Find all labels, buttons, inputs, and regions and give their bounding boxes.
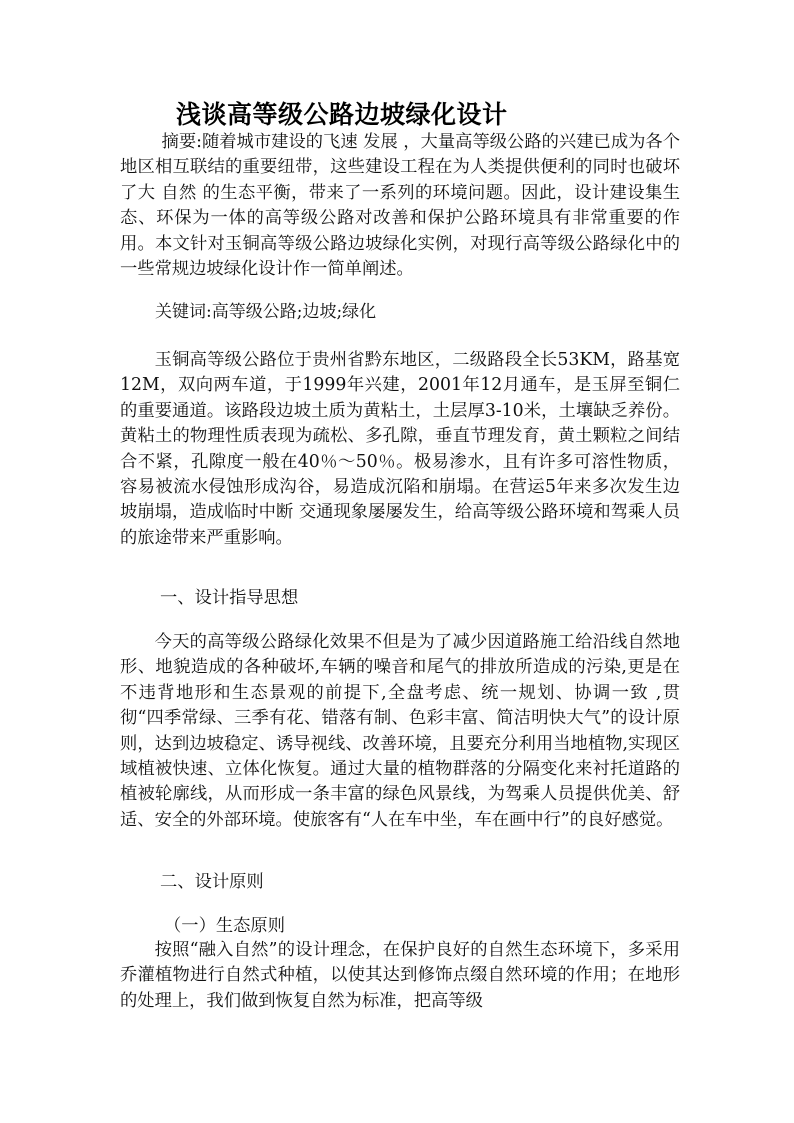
section-heading-design-guidance: 一、设计指导思想 [160,588,299,608]
intro-paragraph: 玉铜高等级公路位于贵州省黔东地区，二级路段全长53KM，路基宽12M，双向两车道，于1999年兴建，2001年12月通车，是玉屏至铜仁的重要通道。该路段边坡土质为黄粘土，土层厚3-10米，土壤缺乏养份。黄粘土的物理性质表现为疏松、多孔隙，垂直节理发育，黄土颗粒之间结合不紧，孔隙度一般在40％～50％。极易渗水，且有许多可溶性物质，容易被流水侵蚀形成沟谷，易造成沉陷和崩塌。在营运5年来多次发生边坡崩塌，造成临时中断 交通现象屡屡发生，给高等级公路环境和驾乘人员的旅途带来严重影响。 [120,350,680,548]
section-heading-design-principles: 二、设计原则 [160,872,264,892]
subsection-heading-ecology: （一）生态原则 [164,916,285,936]
keywords-line: 关键词:高等级公路;边坡;绿化 [155,302,377,322]
design-guidance-paragraph: 今天的高等级公路绿化效果不但是为了减少因道路施工给沿线自然地形、地貌造成的各种破坏,车辆的噪音和尾气的排放所造成的污染,更是在不违背地形和生态景观的前提下,全盘考虑、统一规划、协调一致 ,贯彻“四季常绿、三季有花、错落有制、色彩丰富、简洁明快大气”的设计原则，达到边坡稳定、诱导视线、改善环境，且要充分利用当地植物,实现区域植被快速、立体化恢复。通过大量的植物群落的分隔变化来衬托道路的植被轮廓线，从而形成一条丰富的绿色风景线，为驾乘人员提供优美、舒适、安全的外部环境。使旅客有“人在车中坐，车在画中行”的良好感觉。 [120,632,680,830]
abstract-paragraph: 摘要:随着城市建设的飞速 发展 ，大量高等级公路的兴建已成为各个地区相互联结的重要纽带，这些建设工程在为人类提供便利的同时也破坏了大 自然 的生态平衡，带来了一系列的环境问题。因此，设计建设集生态、环保为一体的高等级公路对改善和保护公路环境具有非常重要的作用。本文针对玉铜高等级公路边坡绿化实例，对现行高等级公路绿化中的一些常规边坡绿化设计作一简单阐述。 [120,132,680,280]
document-title: 浅谈高等级公路边坡绿化设计 [176,100,508,129]
ecology-paragraph: 按照“融入自然”的设计理念，在保护良好的自然生态环境下，多采用乔灌植物进行自然式种植，以使其达到修饰点缀自然环境的作用；在地形的处理上，我们做到恢复自然为标准，把高等级 [120,940,680,1011]
